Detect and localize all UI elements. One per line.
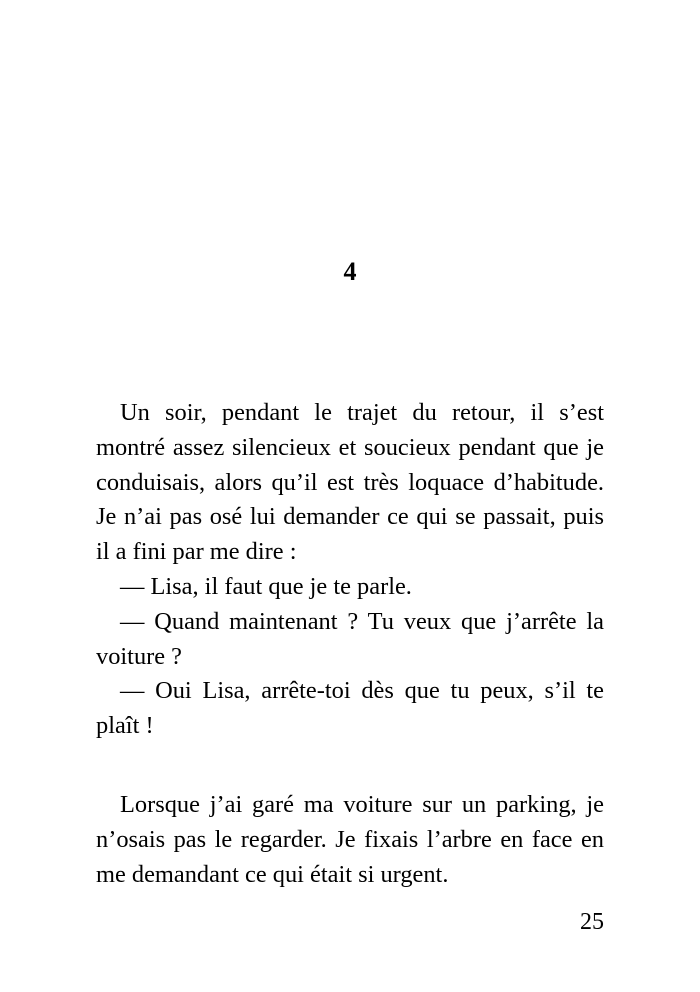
paragraph-dialogue-2: — Quand maintenant ? Tu veux que j’arrête la voiture ?	[96, 607, 604, 670]
text-block-parking	[96, 788, 604, 892]
text-block-dialogue	[96, 396, 604, 744]
paragraph-dialogue-1: — Lisa, il faut que je te parle.	[120, 572, 412, 600]
paragraph-intro: Un soir, pendant le trajet du retour, il s’est montré assez silencieux et soucieux pendant que je conduisais, alors qu’il est très loquace d’habitude. Je n’ai pas osé lui demander ce qui se passait, puis il a fini par me dire :	[96, 399, 604, 566]
chapter-number: 4	[343, 257, 357, 286]
paragraph-parking: Lorsque j’ai garé ma voiture sur un parking, je n’osais pas le regarder. Je fixais l’arbre en face en me demandant ce qui était si urgent.	[96, 791, 604, 888]
paragraph-dialogue-3: — Oui Lisa, arrête-toi dès que tu peux, s’il te plaît !	[96, 677, 604, 740]
page-number: 25	[580, 909, 604, 935]
